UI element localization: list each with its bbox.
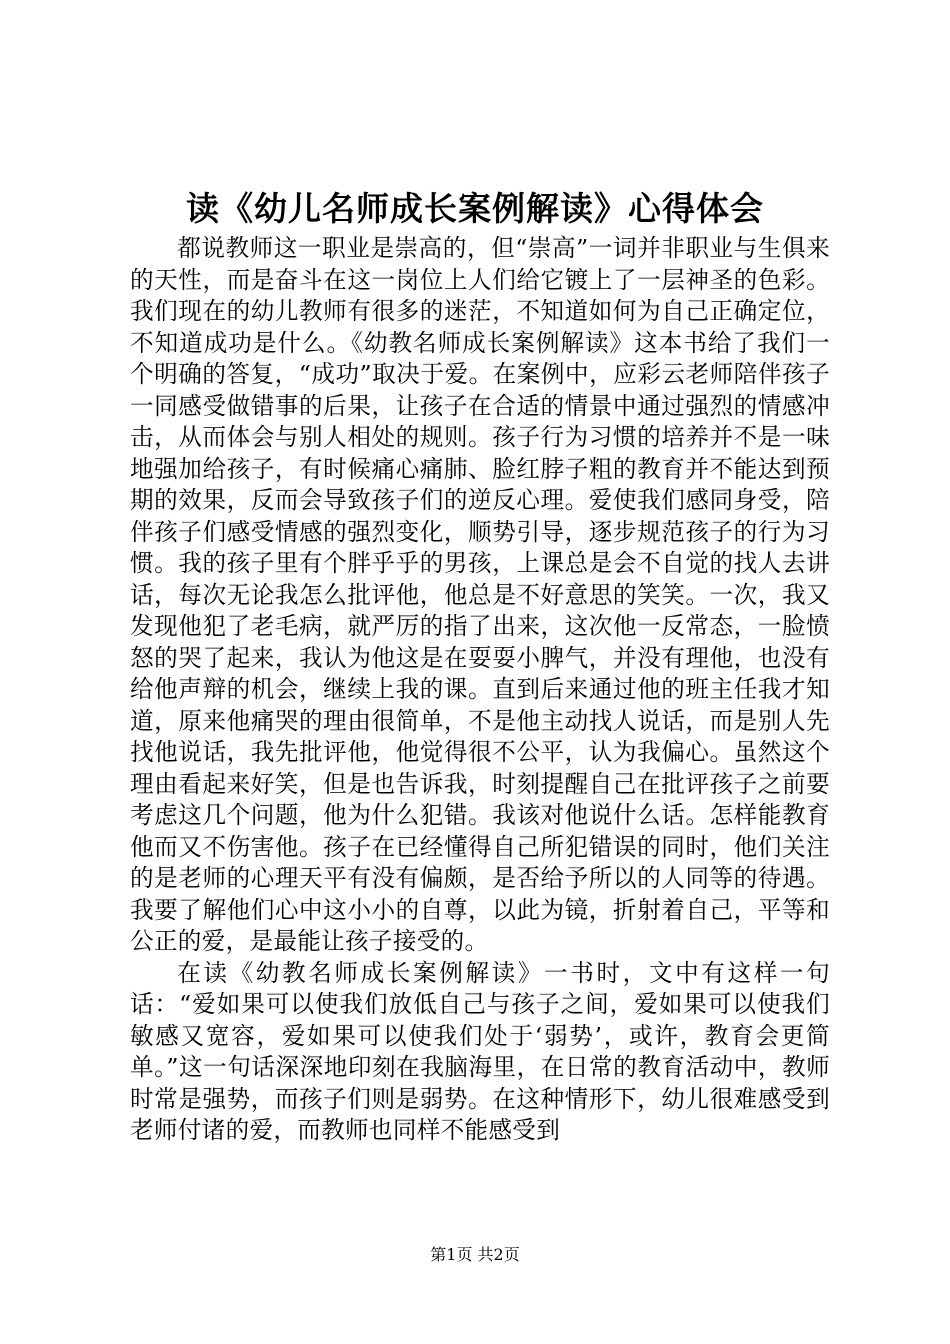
page-number-footer: 第1页 共2页 <box>430 1245 520 1264</box>
paragraph: 都说教师这一职业是崇高的，但“崇高”一词并非职业与生俱来的天性，而是奋斗在这一岗位上人们给它镀上了一层神圣的色彩。我们现在的幼儿教师有很多的迷茫，不知道如何为自己正确定位，不知道成功是什么。《幼教名师成长案例解读》这本书给了我们一个明确的答复，“成功”取决于爱。在案例中，应彩云老师陪伴孩子一同感受做错事的后果，让孩子在合适的情景中通过强烈的情感冲击，从而体会与别人相处的规则。孩子行为习惯的培养并不是一味地强加给孩子，有时候痛心痛肺、脸红脖子粗的教育并不能达到预期的效果，反而会导致孩子们的逆反心理。爱使我们感同身受，陪伴孩子们感受情感的强烈变化，顺势引导，逐步规范孩子的行为习惯。我的孩子里有个胖乎乎的男孩，上课总是会不自觉的找人去讲话，每次无论我怎么批评他，他总是不好意思的笑笑。一次，我又发现他犯了老毛病，就严厉的指了出来，这次他一反常态，一脸愤怒的哭了起来，我认为他这是在耍耍小脾气，并没有理他，也没有给他声辩的机会，继续上我的课。直到后来通过他的班主任我才知道，原来他痛哭的理由很简单，不是他主动找人说话，而是别人先找他说话，我先批评他，他觉得很不公平，认为我偏心。虽然这个理由看起来好笑，但是也告诉我，时刻提醒自己在批评孩子之前要考虑这几个问题，他为什么犯错。我该对他说什么话。怎样能教育他而又不伤害他。孩子在已经懂得自己所犯错误的同时，他们关注的是老师的心理天平有没有偏颇，是否给予所以的人同等的待遇。我要了解他们心中这小小的自尊，以此为镜，折射着自己，平等和公正的爱，是最能让孩子接受的。 <box>130 234 830 955</box>
paragraph: 在读《幼教名师成长案例解读》一书时，文中有这样一句话：“爱如果可以使我们放低自己与孩子之间，爱如果可以使我们敏感又宽容，爱如果可以使我们处于‘弱势’，或许，教育会更简单。”这一句话深深地印刻在我脑海里，在日常的教育活动中，教师时常是强势，而孩子们则是弱势。在这种情形下，幼儿很难感受到老师付诸的爱，而教师也同样不能感受到 <box>130 958 830 1144</box>
document-title: 读《幼儿名师成长案例解读》心得体会 <box>186 189 764 228</box>
document-body <box>130 233 830 1147</box>
